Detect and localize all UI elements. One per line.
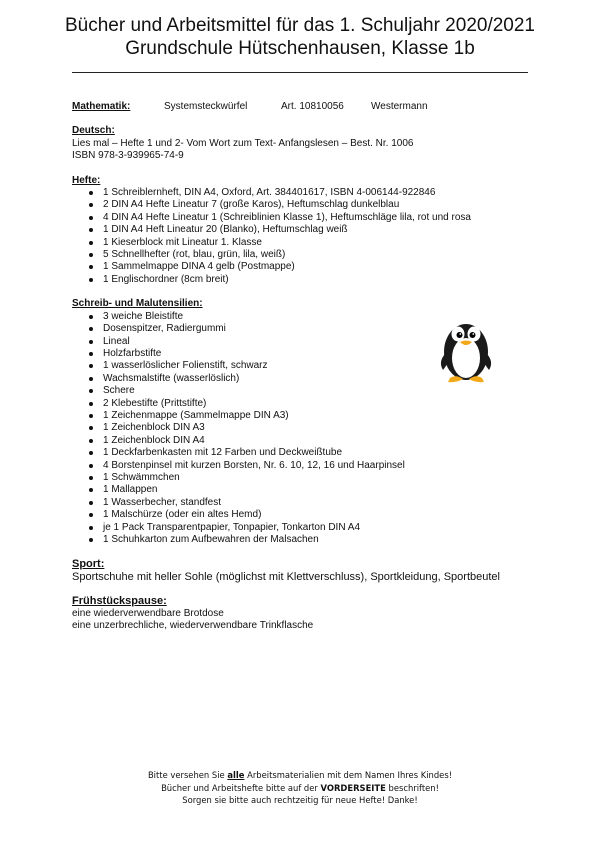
mathematik-publisher: Westermann xyxy=(371,101,428,112)
list-item: Wachsmalstifte (wasserlöslich) xyxy=(103,373,532,385)
list-item: 1 Kieserblock mit Lineatur 1. Klasse xyxy=(103,237,532,249)
sport-text: Sportschuhe mit heller Sohle (möglichst mit Klettverschluss), Sportkleidung, Sportbeutel xyxy=(72,570,500,583)
section-mathematik xyxy=(72,101,532,113)
document-header xyxy=(0,14,600,60)
list-item: 1 Zeichenblock DIN A3 xyxy=(103,422,532,434)
section-sport xyxy=(72,558,532,583)
deutsch-title: Deutsch: xyxy=(72,125,115,137)
list-item: 1 Englischordner (8cm breit) xyxy=(103,274,532,286)
footer-line: Bücher und Arbeitshefte bitte auf der VORDERSEITE beschriften! xyxy=(161,782,439,793)
list-item: 1 Schreiblernheft, DIN A4, Oxford, Art. 384401617, ISBN 4-006144-922846 xyxy=(103,187,532,199)
schreib-title: Schreib- und Malutensilien: xyxy=(72,298,203,310)
list-item: Dosenspitzer, Radiergummi xyxy=(103,323,532,335)
list-item: Schere xyxy=(103,385,532,397)
hefte-title: Hefte: xyxy=(72,174,101,186)
list-item: 4 DIN A4 Hefte Lineatur 1 (Schreiblinien Klasse 1), Heftumschläge lila, rot und rosa xyxy=(103,212,532,224)
list-item: 5 Schnellhefter (rot, blau, grün, lila, weiß) xyxy=(103,249,532,261)
list-item: 1 Wasserbecher, standfest xyxy=(103,497,532,509)
list-item: 1 Zeichenmappe (Sammelmappe DIN A3) xyxy=(103,410,532,422)
sport-title: Sport: xyxy=(72,558,105,571)
list-item: 2 DIN A4 Hefte Lineatur 7 (große Karos), Heftumschlag dunkelblau xyxy=(103,199,532,211)
list-item: 3 weiche Bleistifte xyxy=(103,311,532,323)
footer-line: Sorgen sie bitte auch rechtzeitig für neue Hefte! Danke! xyxy=(182,795,418,806)
section-fruehstueckspause xyxy=(72,595,532,632)
footer-notes xyxy=(0,769,600,807)
list-item: 1 Deckfarbenkasten mit 12 Farben und Deckweißtube xyxy=(103,447,532,459)
deutsch-isbn: ISBN 978-3-939965-74-9 xyxy=(72,150,184,162)
section-hefte xyxy=(72,175,532,287)
footer-line: Bitte versehen Sie alle Arbeitsmaterialien mit dem Namen Ihres Kindes! xyxy=(147,770,453,780)
mathematik-title: Mathematik: xyxy=(72,101,131,112)
list-item: 2 Klebestifte (Prittstifte) xyxy=(103,398,532,410)
list-item: 1 Zeichenblock DIN A4 xyxy=(103,435,532,447)
list-item: 1 wasserlöslicher Folienstift, schwarz xyxy=(103,360,532,372)
hefte-list xyxy=(72,187,532,286)
list-item: 1 Sammelmappe DINA 4 gelb (Postmappe) xyxy=(103,261,532,273)
list-item: 1 Malschürze (oder ein altes Hemd) xyxy=(103,509,532,521)
list-item: 1 DIN A4 Heft Lineatur 20 (Blanko), Heftumschlag weiß xyxy=(103,224,532,236)
document-subtitle: Grundschule Hütschenhausen, Klasse 1b xyxy=(125,38,475,59)
list-item: 4 Borstenpinsel mit kurzen Borsten, Nr. 6. 10, 12, 16 und Haarpinsel xyxy=(103,460,532,472)
list-item: 1 Mallappen xyxy=(103,484,532,496)
pause-title: Frühstückspause: xyxy=(72,595,167,608)
list-item: Holzfarbstifte xyxy=(103,348,532,360)
deutsch-line: Lies mal – Hefte 1 und 2- Vom Wort zum Text- Anfangslesen – Best. Nr. 1006 xyxy=(72,137,414,149)
penguin-icon xyxy=(436,312,496,386)
mathematik-item: Systemsteckwürfel xyxy=(164,101,248,112)
pause-line: eine wiederverwendbare Brotdose xyxy=(72,607,224,619)
header-divider xyxy=(72,72,528,73)
list-item: 1 Schuhkarton zum Aufbewahren der Malsachen xyxy=(103,534,532,546)
list-item: Lineal xyxy=(103,336,532,348)
pause-line: eine unzerbrechliche, wiederverwendbare Trinkflasche xyxy=(72,620,314,632)
section-deutsch xyxy=(72,125,532,162)
list-item: je 1 Pack Transparentpapier, Tonpapier, Tonkarton DIN A4 xyxy=(103,522,532,534)
document-title: Bücher und Arbeitsmittel für das 1. Schuljahr 2020/2021 xyxy=(64,15,535,36)
list-item: 1 Schwämmchen xyxy=(103,472,532,484)
mathematik-article: Art. 10810056 xyxy=(281,101,344,112)
